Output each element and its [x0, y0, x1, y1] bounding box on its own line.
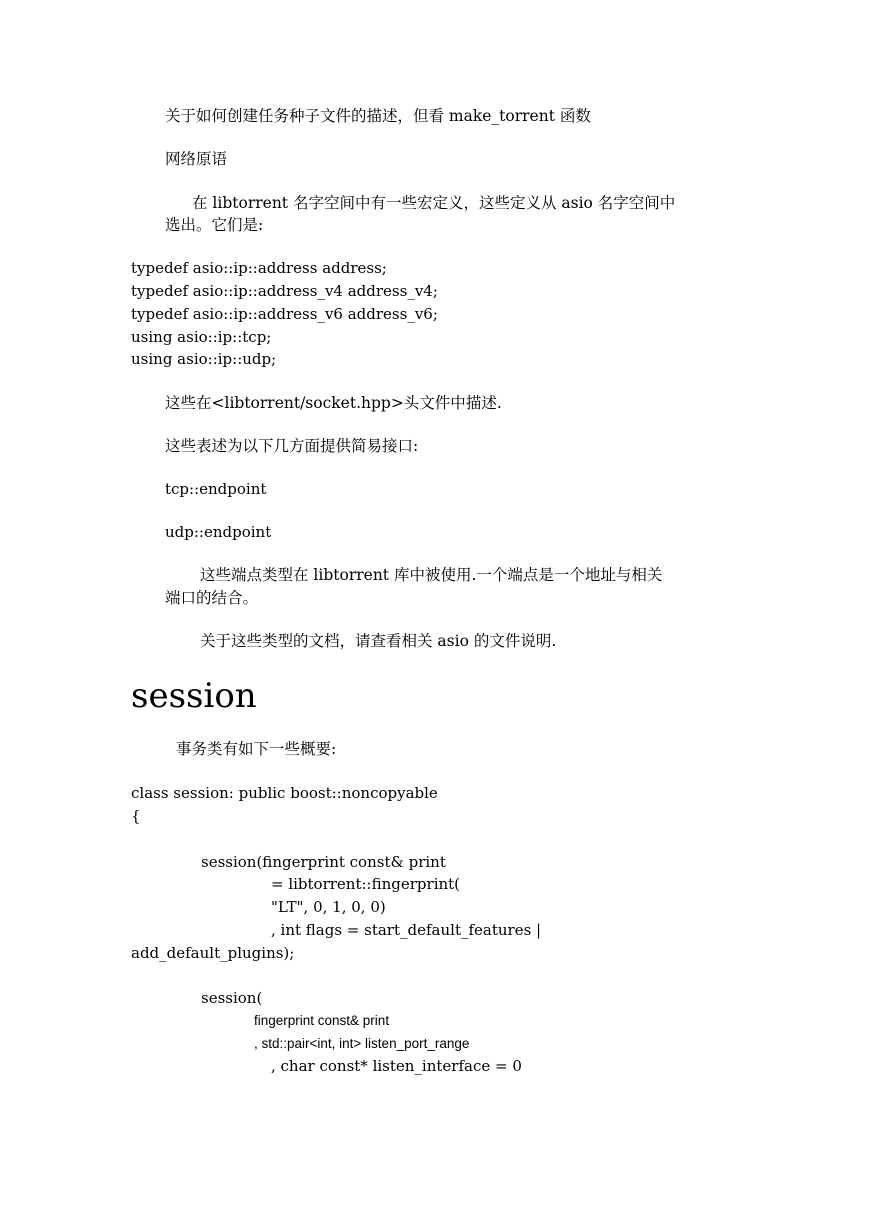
code-line: typedef asio::ip::address address; — [131, 259, 387, 277]
code-line: { — [131, 807, 141, 825]
code-line: , int flags = start_default_features | — [271, 921, 542, 939]
code-line: session( — [201, 989, 263, 1007]
intro-paragraph-3-line-1: 在 libtorrent 名字空间中有一些宏定义，这些定义从 asio 名字空间中 — [192, 194, 676, 212]
session-heading: session — [131, 676, 257, 716]
session-summary: 事务类有如下一些概要: — [176, 740, 337, 758]
code-line: typedef asio::ip::address_v6 address_v6; — [131, 305, 438, 323]
body-paragraph-4: 这些在<libtorrent/socket.hpp>头文件中描述. — [165, 394, 502, 412]
code-line: add_default_plugins); — [131, 944, 295, 962]
code-line: "LT", 0, 1, 0, 0) — [271, 898, 386, 916]
body-paragraph-9: 关于这些类型的文档，请查看相关 asio 的文件说明. — [200, 632, 557, 650]
code-line: fingerprint const& print — [254, 1013, 390, 1028]
tcp-endpoint-text: tcp::endpoint — [165, 480, 267, 498]
code-line: session(fingerprint const& print — [201, 853, 446, 871]
code-line: class session: public boost::noncopyable — [131, 784, 438, 802]
body-paragraph-8-line-2: 端口的结合。 — [165, 589, 259, 607]
code-line: using asio::ip::udp; — [131, 350, 277, 368]
code-line: = libtorrent::fingerprint( — [271, 875, 461, 893]
body-paragraph-5: 这些表述为以下几方面提供简易接口: — [165, 437, 419, 455]
code-line: typedef asio::ip::address_v4 address_v4; — [131, 282, 438, 300]
intro-paragraph-3-line-2: 选出。它们是: — [165, 216, 264, 234]
intro-paragraph-1: 关于如何创建任务种子文件的描述，但看 make_torrent 函数 — [165, 107, 591, 125]
udp-endpoint-text: udp::endpoint — [165, 523, 272, 541]
body-paragraph-8-line-1: 这些端点类型在 libtorrent 库中被使用.一个端点是一个地址与相关 — [200, 566, 663, 584]
code-line: , char const* listen_interface = 0 — [271, 1057, 522, 1075]
code-line: , std::pair<int, int> listen_port_range — [254, 1036, 470, 1051]
section-title-network-primitives: 网络原语 — [165, 150, 228, 168]
code-line: using asio::ip::tcp; — [131, 328, 272, 346]
